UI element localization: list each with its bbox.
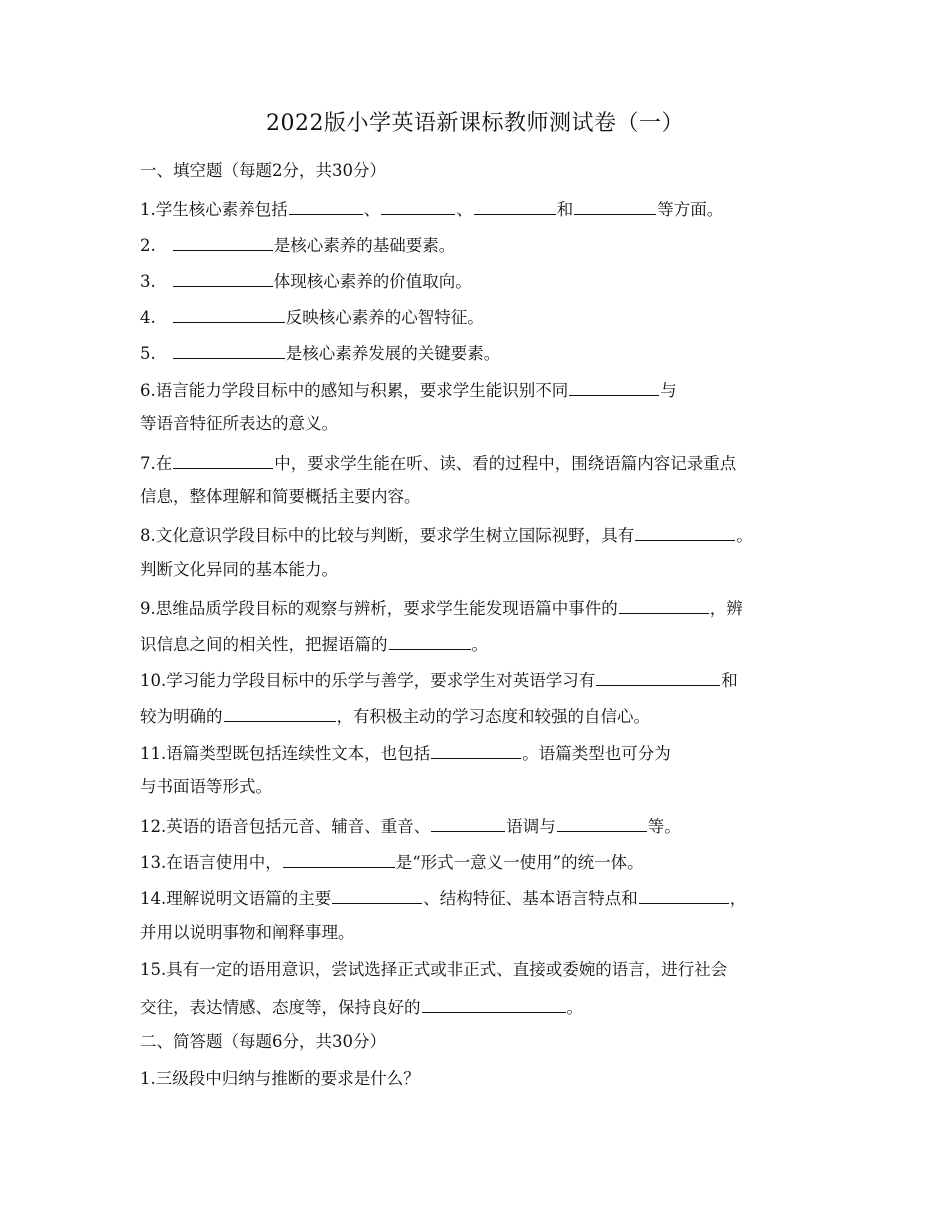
question-text: 是核心素养发展的关键要素。 [285, 344, 501, 363]
answer-blank[interactable] [574, 196, 656, 215]
question-10 [140, 667, 738, 693]
question-text: 12.英语的语音包括元音、辅音、重音、 [140, 817, 431, 836]
question-text: 。语篇类型也可分为 [522, 744, 671, 763]
answer-blank[interactable] [173, 268, 273, 287]
answer-blank[interactable] [431, 813, 505, 832]
question-number: 3. [140, 272, 156, 291]
question-text: 是核心素养的基础要素。 [273, 236, 456, 255]
answer-blank[interactable] [557, 813, 647, 832]
question-text: 10.学习能力学段目标中的乐学与善学，要求学生对英语学习有 [140, 671, 596, 690]
question-6 [140, 377, 677, 403]
question-text: 是“形式一意义一使用”的统一体。 [395, 853, 644, 872]
question-text: 、 [363, 200, 381, 219]
page-title: 2022版小学英语新课标教师测试卷（一） [266, 111, 684, 136]
answer-blank[interactable] [639, 885, 729, 904]
question-text: ，有积极主动的学习态度和较强的自信心。 [336, 707, 650, 726]
question-9-line-2 [140, 631, 488, 657]
question-text: 14.理解说明文语篇的主要 [140, 889, 332, 908]
question-5 [140, 340, 500, 366]
answer-blank[interactable] [389, 631, 471, 650]
answer-blank[interactable] [173, 232, 273, 251]
answer-blank[interactable] [596, 667, 720, 686]
question-text: 反映核心素养的心智特征。 [285, 308, 484, 327]
question-text: 。 [736, 526, 753, 545]
question-text: 11.语篇类型既包括连续性文本，也包括 [140, 744, 431, 763]
section-heading-fill-blank: 一、填空题（每题2分，共30分） [140, 161, 386, 180]
question-14 [140, 885, 746, 911]
answer-blank[interactable] [422, 994, 566, 1013]
answer-blank[interactable] [569, 377, 659, 396]
question-text: 体现核心素养的价值取向。 [273, 272, 472, 291]
question-text: 较为明确的 [140, 707, 223, 726]
short-answer-question-1: 1.三级段中归纳与推断的要求是什么？ [140, 1069, 420, 1088]
question-4 [140, 304, 484, 330]
question-10-line-2 [140, 703, 650, 729]
answer-blank[interactable] [635, 522, 735, 541]
question-7 [140, 450, 736, 476]
question-text: 。 [566, 998, 583, 1017]
question-text: 语调与 [506, 817, 556, 836]
question-text: 13.在语言使用中， [140, 853, 282, 872]
question-14-line-2: 并用以说明事物和阐释事理。 [140, 923, 355, 942]
question-text: 1.学生核心素养包括 [140, 200, 288, 219]
question-text: 识信息之间的相关性，把握语篇的 [140, 635, 388, 654]
question-text: 、结构特征、基本语言特点和 [423, 889, 638, 908]
question-11-line-2: 与书面语等形式。 [140, 777, 272, 796]
answer-blank[interactable] [173, 450, 273, 469]
question-13 [140, 849, 644, 875]
question-9 [140, 595, 743, 621]
answer-blank[interactable] [289, 196, 363, 215]
answer-blank[interactable] [332, 885, 422, 904]
question-1 [140, 196, 723, 222]
question-text: ，辨 [709, 599, 743, 618]
answer-blank[interactable] [173, 304, 285, 323]
question-text: 8.文化意识学段目标中的比较与判断，要求学生树立国际视野，具有 [140, 526, 635, 545]
question-text: 等方面。 [657, 200, 724, 219]
question-text: 和 [556, 200, 574, 219]
question-text: 。 [471, 635, 488, 654]
answer-blank[interactable] [173, 340, 285, 359]
question-12 [140, 813, 681, 839]
question-11 [140, 740, 671, 766]
answer-blank[interactable] [381, 196, 455, 215]
question-2 [140, 232, 455, 258]
question-7-line-2: 信息，整体理解和简要概括主要内容。 [140, 487, 421, 506]
answer-blank[interactable] [619, 595, 709, 614]
answer-blank[interactable] [474, 196, 556, 215]
section-heading-short-answer: 二、简答题（每题6分，共30分） [140, 1032, 386, 1051]
question-text: ， [729, 889, 747, 908]
question-6-line-2: 等语音特征所表达的意义。 [140, 414, 338, 433]
answer-blank[interactable] [431, 740, 521, 759]
answer-blank[interactable] [224, 703, 336, 722]
question-15: 15.具有一定的语用意识，尝试选择正式或非正式、直接或委婉的语言，进行社会 [140, 960, 728, 979]
question-number: 5. [140, 344, 156, 363]
question-text: 9.思维品质学段目标的观察与辨析，要求学生能发现语篇中事件的 [140, 599, 618, 618]
question-text: 、 [456, 200, 473, 219]
question-text: 6.语言能力学段目标中的感知与积累，要求学生能识别不同 [140, 381, 569, 400]
question-number: 2. [140, 236, 156, 255]
question-3 [140, 268, 472, 294]
question-text: 7.在 [140, 454, 173, 473]
question-text: 等。 [647, 817, 681, 836]
question-15-line-2 [140, 994, 583, 1020]
answer-blank[interactable] [283, 849, 395, 868]
question-number: 4. [140, 308, 156, 327]
question-8 [140, 522, 753, 548]
question-text: 与 [660, 381, 677, 400]
question-text: 和 [721, 671, 738, 690]
question-8-line-2: 判断文化异同的基本能力。 [140, 560, 338, 579]
question-text: 中，要求学生能在听、读、看的过程中，围绕语篇内容记录重点 [274, 454, 737, 473]
question-text: 交往，表达情感、态度等，保持良好的 [140, 998, 421, 1017]
